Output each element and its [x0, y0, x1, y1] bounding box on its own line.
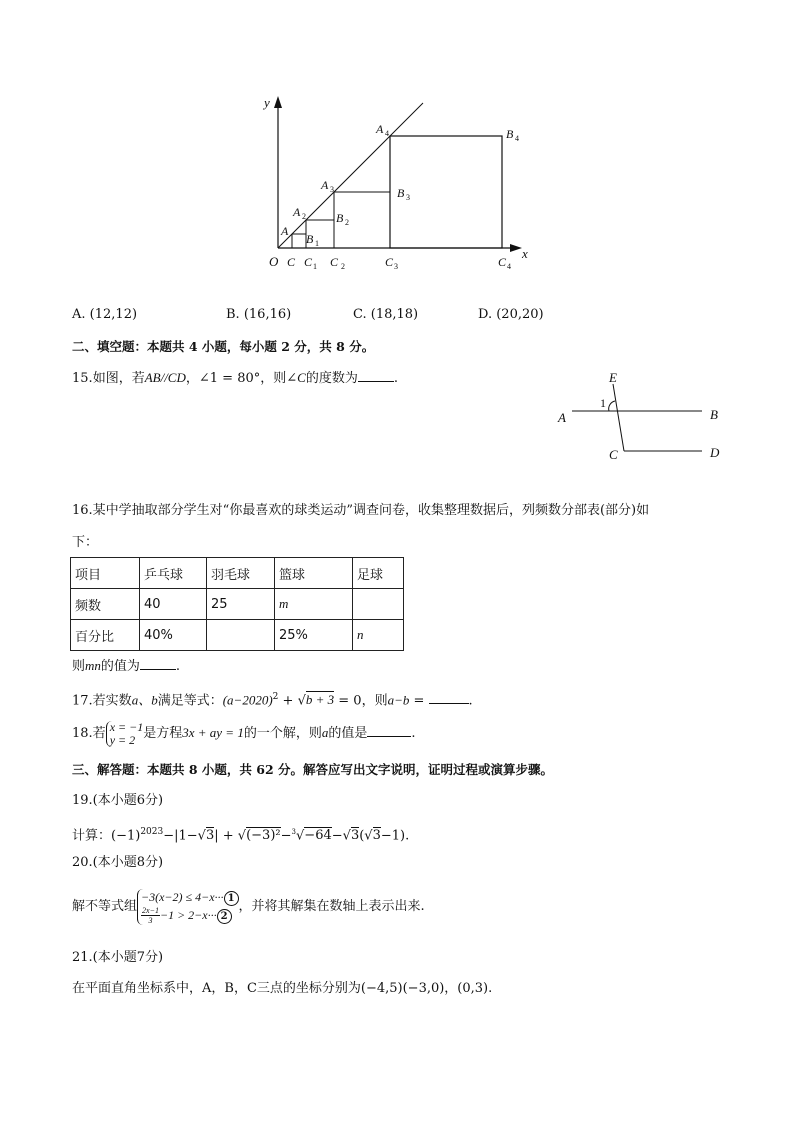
- y-label: y: [264, 95, 270, 110]
- q18-mid2: 的一个解，则: [243, 726, 322, 741]
- label-C: C: [287, 255, 296, 269]
- table-cell: 足球: [353, 558, 404, 589]
- origin-label: O: [269, 254, 279, 269]
- option-b[interactable]: [226, 306, 291, 324]
- q20-problem: [72, 884, 425, 930]
- q19-r4: 3: [350, 828, 360, 844]
- q15-sep: ，∠1 = 80°，则∠: [185, 371, 298, 386]
- table-cell: [207, 620, 275, 651]
- label-A2: A: [293, 205, 301, 219]
- table-cell: 25: [207, 589, 275, 620]
- option-value: (18,18): [370, 307, 419, 322]
- option-a[interactable]: [72, 306, 137, 324]
- option-c[interactable]: [353, 306, 418, 324]
- transversal-ec: [613, 384, 624, 451]
- table-cell: m: [275, 589, 353, 620]
- table-cell: 项目: [71, 558, 140, 589]
- q18-end: .: [411, 726, 416, 741]
- q20-numerator: 2x−1: [142, 905, 159, 915]
- label-A4-sub: 4: [385, 129, 389, 138]
- label-B1: B: [306, 232, 314, 246]
- x-axis-arrow: [510, 244, 522, 252]
- q16-line2: 下：: [72, 535, 99, 550]
- q19-root-index: 3: [291, 828, 296, 836]
- q17-eq2: =: [409, 693, 429, 709]
- question-17: [72, 688, 473, 710]
- table-row: [71, 558, 404, 589]
- q19-exp: 2023: [140, 827, 164, 837]
- q17-exp: 2: [272, 692, 279, 702]
- q20-pre: 解不等式组: [72, 899, 138, 914]
- q19-p2: −|1−: [163, 828, 198, 844]
- q17-vars: a、b: [131, 692, 158, 708]
- q18-pre: 18.若: [72, 726, 106, 741]
- table-cell: 乒乓球: [140, 558, 207, 589]
- q21-text: 在平面直角坐标系中，A，B，C三点的坐标分别为(−4,5)(−3,0)，(0,3).: [72, 981, 493, 996]
- label-C2-sub: 2: [341, 262, 345, 271]
- q19-p7: −1).: [380, 828, 410, 844]
- label-B4: B: [506, 127, 514, 141]
- angle-1-arc: [609, 401, 615, 411]
- label-B2: B: [336, 211, 344, 225]
- table-cell: 篮球: [275, 558, 353, 589]
- q20-denominator: 3: [148, 915, 153, 925]
- table-row: [71, 620, 404, 651]
- option-d[interactable]: [478, 306, 544, 324]
- q20-heading: 20.(本小题8分): [72, 855, 164, 870]
- sqrt-sign: √: [297, 693, 306, 709]
- q18-mid: 是方程: [143, 726, 183, 741]
- label-D: D: [710, 445, 720, 460]
- q18-system: [106, 721, 144, 747]
- frequency-table: [70, 557, 404, 651]
- q15-var: C: [297, 370, 306, 385]
- table-cell: 40: [140, 589, 207, 620]
- q16-after-pre: 则: [72, 659, 86, 674]
- q16-answer-blank[interactable]: [140, 658, 176, 670]
- label-B: B: [710, 407, 718, 422]
- diagonal-line: [278, 103, 423, 248]
- q15-post: 的度数为: [305, 371, 358, 386]
- label-C3: C: [385, 255, 394, 269]
- x-label: x: [522, 246, 528, 261]
- q18-post: 的值是: [328, 726, 368, 741]
- label-B4-sub: 4: [515, 134, 519, 143]
- label-A2-sub: 2: [302, 212, 306, 221]
- q17-eq: = 0，则: [334, 693, 388, 709]
- q20-fraction: [141, 906, 160, 925]
- option-value: (12,12): [89, 307, 138, 322]
- table-cell: 25%: [275, 620, 353, 651]
- q17-ask: a−b: [387, 692, 410, 708]
- q16-question: [72, 657, 180, 676]
- label-E: E: [609, 370, 617, 385]
- q19-r2: (−3)²: [246, 828, 281, 844]
- q20-system: [137, 889, 239, 925]
- q19-r3: −64: [304, 828, 332, 844]
- q16-after-post: 的值为: [100, 659, 140, 674]
- table-cell: 40%: [140, 620, 207, 651]
- label-A: A: [558, 410, 566, 425]
- label-C1-sub: 1: [313, 262, 317, 271]
- q15-answer-blank[interactable]: [358, 370, 394, 382]
- q18-answer-blank[interactable]: [367, 725, 411, 737]
- square-4: [390, 136, 502, 248]
- q17-pre: 17.若实数: [72, 693, 132, 709]
- option-value: (16,16): [243, 307, 292, 322]
- option-letter: B.: [226, 307, 240, 322]
- sqrt-sign: √: [364, 828, 373, 844]
- q19-p4: −: [280, 828, 292, 844]
- sqrt-sign: √: [197, 828, 206, 844]
- table-cell: 百分比: [71, 620, 140, 651]
- section-2-heading: 二、填空题：本题共 4 小题，每小题 2 分，共 8 分。: [72, 339, 375, 354]
- square-1: [292, 234, 306, 248]
- y-axis-arrow: [274, 96, 282, 108]
- label-B1-sub: 1: [315, 239, 319, 248]
- square-sequence-figure: [258, 92, 538, 277]
- circled-1: 1: [224, 891, 239, 906]
- label-C4: C: [498, 255, 507, 269]
- label-B3-sub: 3: [406, 193, 410, 202]
- option-letter: A.: [72, 307, 86, 322]
- label-A4: A: [376, 122, 384, 136]
- q19-label: 计算：: [72, 828, 112, 844]
- q17-answer-blank[interactable]: [429, 692, 469, 704]
- q19-heading: 19.(本小题6分): [72, 793, 164, 808]
- q18-sys-line1: x = −1: [109, 719, 144, 734]
- q15-end: .: [393, 371, 398, 386]
- q17-end: .: [468, 693, 473, 709]
- q15-cond: AB//CD: [144, 370, 186, 385]
- section-3-heading: 三、解答题：本题共 8 小题，共 62 分。解答应写出文字说明，证明过程或演算步骤。: [72, 762, 554, 777]
- label-C3-sub: 3: [394, 262, 398, 271]
- table-cell: [353, 589, 404, 620]
- label-C1: C: [304, 255, 313, 269]
- sqrt-sign: √: [237, 828, 247, 844]
- q18-sys-line2: y = 2: [109, 732, 136, 747]
- q19-p6: (: [359, 828, 365, 844]
- label-C4-sub: 4: [507, 262, 511, 271]
- table-cell: 羽毛球: [207, 558, 275, 589]
- table-cell: n: [353, 620, 404, 651]
- q19-p1: (−1): [111, 828, 141, 844]
- q17-expr1: (a−2020): [222, 692, 273, 708]
- q16-var: mn: [85, 658, 101, 673]
- label-A3: A: [321, 178, 329, 192]
- q18-eqn: 3x + ay = 1: [182, 725, 244, 740]
- q20-line1: −3(x−2) ≤ 4−x···: [141, 889, 224, 904]
- q20-line2: −1 > 2−x···: [159, 907, 217, 922]
- option-value: (20,20): [496, 307, 544, 322]
- q19-r1: 3: [205, 828, 215, 844]
- q19-p5: −: [331, 828, 343, 844]
- label-angle-1: 1: [600, 396, 606, 410]
- q17-mid: 满足等式：: [157, 693, 223, 709]
- option-letter: C.: [353, 307, 367, 322]
- question-18: [72, 718, 416, 749]
- option-letter: D.: [478, 307, 493, 322]
- q17-plus: +: [278, 693, 298, 709]
- q16-end: .: [175, 659, 181, 674]
- label-B3: B: [397, 186, 405, 200]
- q19-expression: [72, 823, 409, 845]
- question-15: [72, 369, 398, 388]
- label-B2-sub: 2: [345, 218, 349, 227]
- label-C: C: [609, 447, 618, 462]
- label-C2: C: [330, 255, 339, 269]
- q19-p3: | +: [214, 828, 238, 844]
- label-A3-sub: 3: [330, 185, 334, 194]
- q18-var: a: [321, 725, 329, 740]
- parallel-lines-figure: [552, 366, 732, 464]
- q15-num: 15.: [72, 371, 93, 386]
- table-row: [71, 589, 404, 620]
- q19-r5: 3: [372, 828, 381, 844]
- table-cell: 频数: [71, 589, 140, 620]
- circled-2: 2: [217, 909, 232, 924]
- sqrt-sign: √: [296, 828, 305, 844]
- label-A: A: [281, 224, 289, 238]
- sqrt-sign: √: [342, 828, 351, 844]
- q17-radicand: b + 3: [305, 692, 335, 708]
- q20-post: ，并将其解集在数轴上表示出来.: [238, 899, 425, 914]
- q15-pre: 如图，若: [92, 371, 145, 386]
- q21-heading: 21.(本小题7分): [72, 950, 164, 965]
- q16-line1: 16.某中学抽取部分学生对“你最喜欢的球类运动”调查问卷，收集整理数据后，列频数分部表(部分)如: [72, 503, 650, 518]
